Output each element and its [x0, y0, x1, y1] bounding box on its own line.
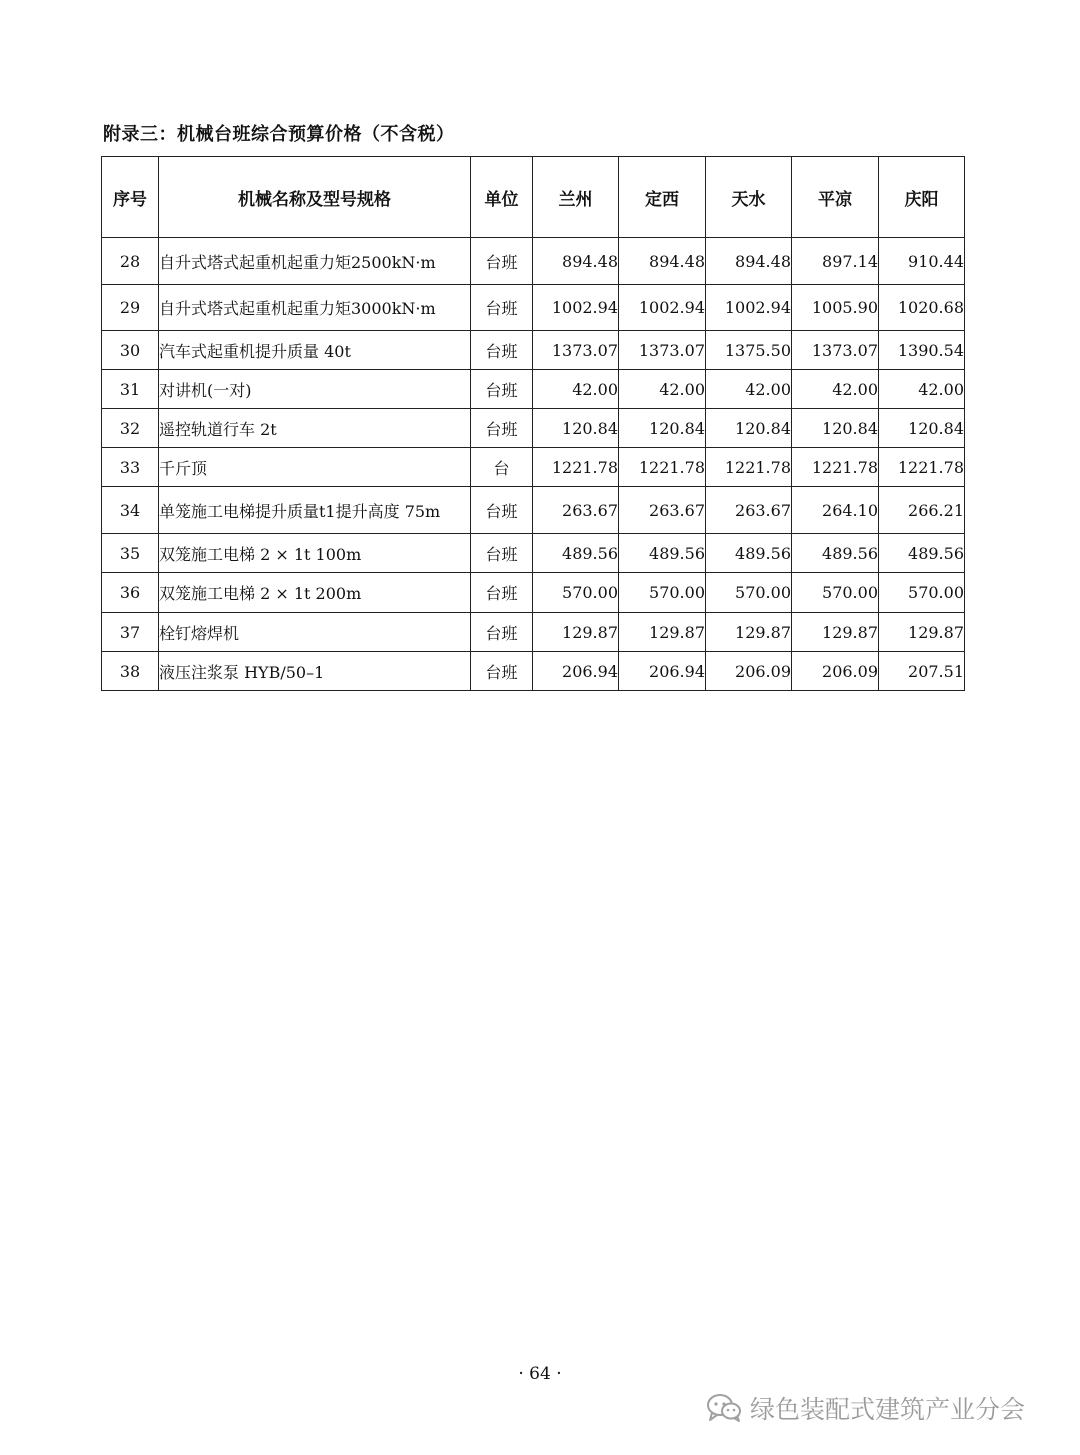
row-number: 36	[102, 573, 159, 613]
price-dingxi: 1373.07	[619, 331, 706, 370]
price-pingliang: 489.56	[792, 534, 879, 573]
price-lanzhou: 1221.78	[533, 448, 619, 487]
page-title: 附录三：机械台班综合预算价格（不含税）	[103, 124, 455, 145]
price-lanzhou: 206.94	[533, 652, 619, 691]
unit-cell: 台班	[471, 534, 533, 573]
price-pingliang: 1221.78	[792, 448, 879, 487]
header-cell-no: 序号	[102, 157, 159, 238]
row-number: 37	[102, 613, 159, 652]
unit-cell: 台班	[471, 409, 533, 448]
row-number: 32	[102, 409, 159, 448]
table-row	[102, 573, 965, 613]
machine-name: 双笼施工电梯 2 × 1t 200m	[159, 573, 471, 613]
table-row	[102, 652, 965, 691]
table-row	[102, 370, 965, 409]
row-number: 29	[102, 285, 159, 331]
header-cell-pingliang: 平凉	[792, 157, 879, 238]
price-lanzhou: 263.67	[533, 487, 619, 534]
price-pingliang: 897.14	[792, 238, 879, 285]
price-tianshui: 206.09	[706, 652, 792, 691]
header-cell-dingxi: 定西	[619, 157, 706, 238]
row-number: 34	[102, 487, 159, 534]
price-qingyang: 120.84	[879, 409, 965, 448]
wechat-icon	[706, 1393, 742, 1423]
price-tianshui: 129.87	[706, 613, 792, 652]
price-tianshui: 894.48	[706, 238, 792, 285]
row-number: 35	[102, 534, 159, 573]
price-dingxi: 206.94	[619, 652, 706, 691]
table-row	[102, 409, 965, 448]
price-qingyang: 1390.54	[879, 331, 965, 370]
price-qingyang: 266.21	[879, 487, 965, 534]
table-row	[102, 331, 965, 370]
price-lanzhou: 1002.94	[533, 285, 619, 331]
row-number: 30	[102, 331, 159, 370]
row-number: 38	[102, 652, 159, 691]
price-dingxi: 120.84	[619, 409, 706, 448]
unit-cell: 台班	[471, 652, 533, 691]
watermark	[706, 1390, 1025, 1426]
machine-name: 自升式塔式起重机起重力矩3000kN·m	[159, 285, 471, 331]
machine-name: 千斤顶	[159, 448, 471, 487]
price-pingliang: 570.00	[792, 573, 879, 613]
price-dingxi: 263.67	[619, 487, 706, 534]
header-cell-name: 机械名称及型号规格	[159, 157, 471, 238]
unit-cell: 台班	[471, 285, 533, 331]
price-pingliang: 264.10	[792, 487, 879, 534]
unit-cell: 台班	[471, 487, 533, 534]
machine-name: 液压注浆泵 HYB/50–1	[159, 652, 471, 691]
price-lanzhou: 42.00	[533, 370, 619, 409]
price-dingxi: 1221.78	[619, 448, 706, 487]
price-tianshui: 1002.94	[706, 285, 792, 331]
table-row	[102, 487, 965, 534]
price-tianshui: 570.00	[706, 573, 792, 613]
row-number: 33	[102, 448, 159, 487]
price-dingxi: 570.00	[619, 573, 706, 613]
price-qingyang: 489.56	[879, 534, 965, 573]
table-row	[102, 613, 965, 652]
row-number: 31	[102, 370, 159, 409]
price-qingyang: 910.44	[879, 238, 965, 285]
machine-name: 单笼施工电梯提升质量t1提升高度 75m	[159, 487, 471, 534]
machine-name: 汽车式起重机提升质量 40t	[159, 331, 471, 370]
table-header-row	[102, 157, 965, 238]
price-dingxi: 894.48	[619, 238, 706, 285]
price-qingyang: 42.00	[879, 370, 965, 409]
unit-cell: 台班	[471, 573, 533, 613]
machine-name: 双笼施工电梯 2 × 1t 100m	[159, 534, 471, 573]
unit-cell: 台班	[471, 331, 533, 370]
price-lanzhou: 120.84	[533, 409, 619, 448]
price-tianshui: 489.56	[706, 534, 792, 573]
machine-name: 对讲机(一对)	[159, 370, 471, 409]
price-qingyang: 207.51	[879, 652, 965, 691]
price-dingxi: 489.56	[619, 534, 706, 573]
page-number: · 64 ·	[518, 1364, 562, 1384]
price-pingliang: 206.09	[792, 652, 879, 691]
price-qingyang: 1221.78	[879, 448, 965, 487]
machine-name: 遥控轨道行车 2t	[159, 409, 471, 448]
header-cell-tianshui: 天水	[706, 157, 792, 238]
price-tianshui: 120.84	[706, 409, 792, 448]
price-qingyang: 129.87	[879, 613, 965, 652]
header-cell-qingyang: 庆阳	[879, 157, 965, 238]
price-pingliang: 1373.07	[792, 331, 879, 370]
table-row	[102, 448, 965, 487]
row-number: 28	[102, 238, 159, 285]
table-row	[102, 285, 965, 331]
watermark-text: 绿色装配式建筑产业分会	[750, 1395, 1026, 1424]
price-tianshui: 1375.50	[706, 331, 792, 370]
machine-name: 栓钉熔焊机	[159, 613, 471, 652]
price-dingxi: 129.87	[619, 613, 706, 652]
header-cell-unit: 单位	[471, 157, 533, 238]
price-lanzhou: 894.48	[533, 238, 619, 285]
price-pingliang: 42.00	[792, 370, 879, 409]
price-tianshui: 263.67	[706, 487, 792, 534]
header-cell-lanzhou: 兰州	[533, 157, 619, 238]
machine-name: 自升式塔式起重机起重力矩2500kN·m	[159, 238, 471, 285]
price-dingxi: 1002.94	[619, 285, 706, 331]
price-table	[101, 156, 965, 691]
price-qingyang: 570.00	[879, 573, 965, 613]
unit-cell: 台	[471, 448, 533, 487]
price-qingyang: 1020.68	[879, 285, 965, 331]
price-lanzhou: 1373.07	[533, 331, 619, 370]
unit-cell: 台班	[471, 238, 533, 285]
price-dingxi: 42.00	[619, 370, 706, 409]
unit-cell: 台班	[471, 370, 533, 409]
price-pingliang: 120.84	[792, 409, 879, 448]
price-lanzhou: 489.56	[533, 534, 619, 573]
price-pingliang: 1005.90	[792, 285, 879, 331]
table-row	[102, 238, 965, 285]
price-tianshui: 1221.78	[706, 448, 792, 487]
table-row	[102, 534, 965, 573]
price-tianshui: 42.00	[706, 370, 792, 409]
price-lanzhou: 129.87	[533, 613, 619, 652]
price-lanzhou: 570.00	[533, 573, 619, 613]
price-pingliang: 129.87	[792, 613, 879, 652]
unit-cell: 台班	[471, 613, 533, 652]
